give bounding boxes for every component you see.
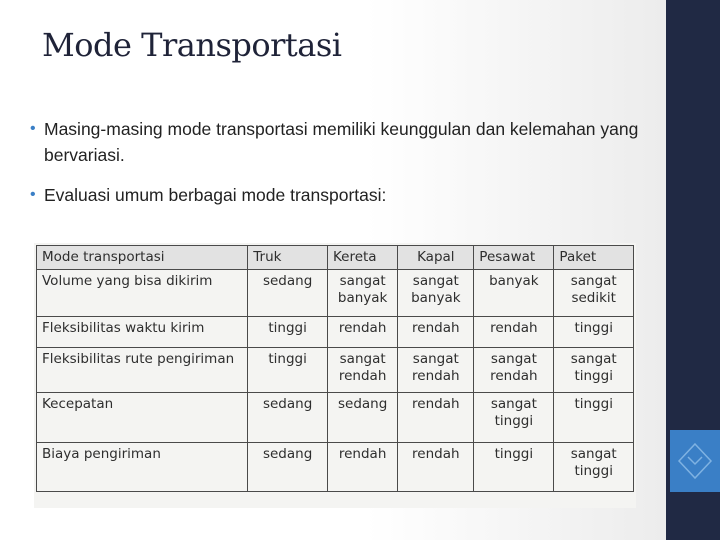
table-cell: rendah [398,443,474,492]
bullet-item [30,182,670,208]
table-cell: sangat rendah [398,348,474,393]
header-cell: Kereta [327,246,397,270]
table-cell: tinggi [554,317,634,348]
table-row [37,317,634,348]
table-cell: rendah [327,443,397,492]
table-row [37,348,634,393]
table-row [37,393,634,443]
table-cell: rendah [327,317,397,348]
table-cell: tinggi [248,317,328,348]
table-cell: sangat rendah [474,348,554,393]
bullet-dot-icon: • [30,186,36,203]
table-cell: sangat banyak [398,270,474,317]
table-image [34,243,636,508]
bullet-list [30,116,670,222]
transport-comparison-table [36,245,634,492]
header-cell: Truk [248,246,328,270]
table-cell: sangat tinggi [554,348,634,393]
row-label: Fleksibilitas waktu kirim [37,317,248,348]
bullet-dot-icon: • [30,120,36,137]
table-row [37,443,634,492]
row-label: Biaya pengiriman [37,443,248,492]
table-cell: sangat tinggi [474,393,554,443]
table-cell: rendah [398,317,474,348]
bullet-text: Evaluasi umum berbagai mode transportasi: [44,185,387,205]
table-cell: sedang [248,443,328,492]
table-cell: sangat tinggi [554,443,634,492]
side-tab [670,430,720,492]
bullet-text: Masing-masing mode transportasi memiliki keunggulan dan kelemahan yang bervariasi. [44,119,639,165]
row-label: Kecepatan [37,393,248,443]
header-cell: Pesawat [474,246,554,270]
table-cell: sangat banyak [327,270,397,317]
row-label: Volume yang bisa dikirim [37,270,248,317]
table-cell: banyak [474,270,554,317]
table-cell: rendah [474,317,554,348]
row-label: Fleksibilitas rute pengiriman [37,348,248,393]
table-cell: rendah [398,393,474,443]
bullet-item [30,116,670,168]
table-cell: tinggi [554,393,634,443]
header-cell: Kapal [398,246,474,270]
chevron-diamond-icon [670,430,720,492]
table-cell: sedang [248,393,328,443]
table-cell: sangat sedikit [554,270,634,317]
table-cell: tinggi [474,443,554,492]
table-cell: sangat rendah [327,348,397,393]
table-cell: sedang [327,393,397,443]
table-cell: sedang [248,270,328,317]
table-cell: tinggi [248,348,328,393]
header-cell: Paket [554,246,634,270]
header-cell: Mode transportasi [37,246,248,270]
slide-title: Mode Transportasi [42,26,342,64]
table-row [37,270,634,317]
table-header-row [37,246,634,270]
